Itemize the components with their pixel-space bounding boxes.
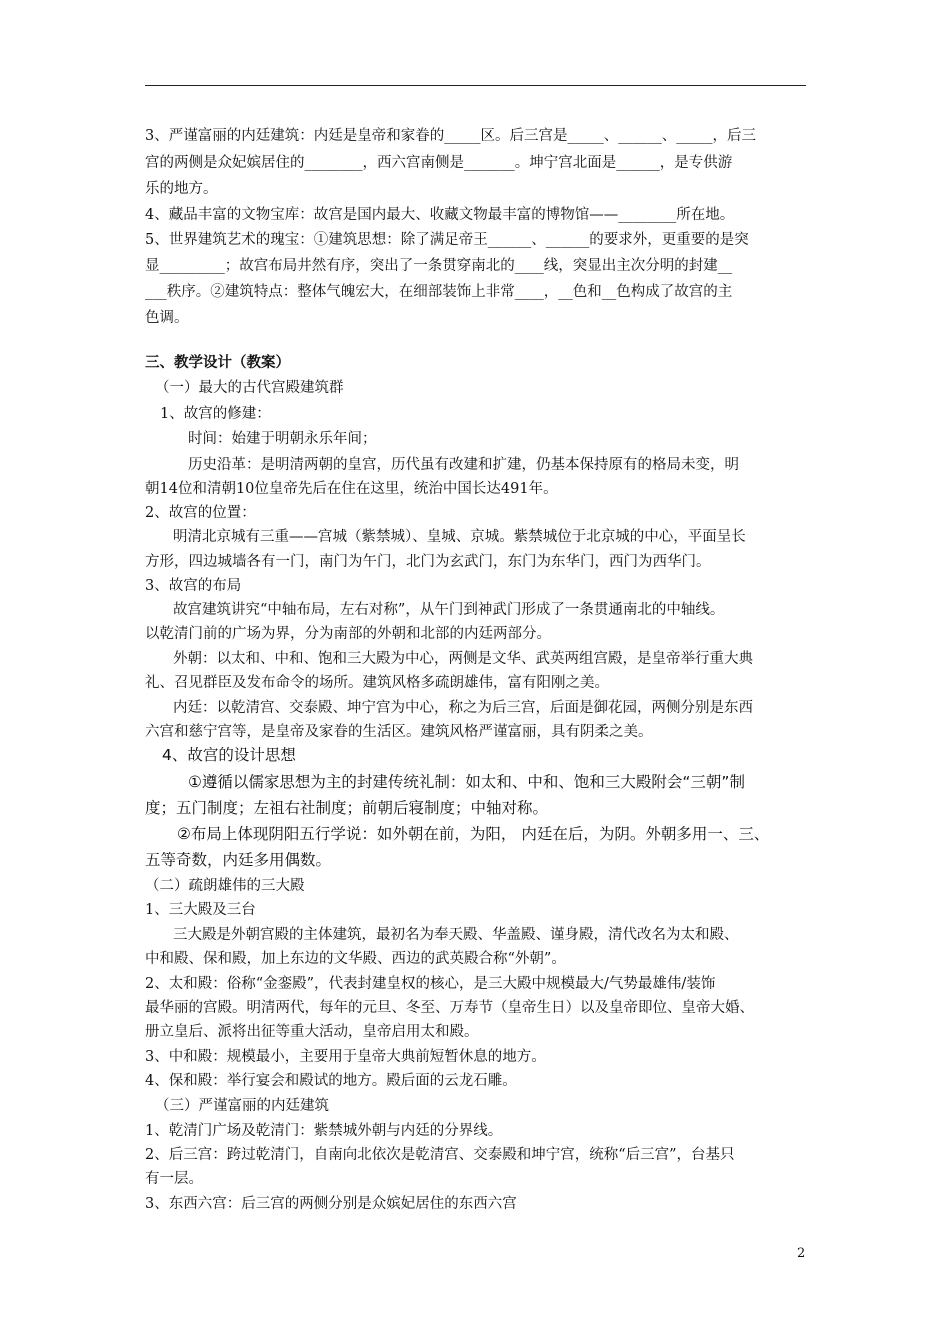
text-line: 册立皇后、派将出征等重大活动，皇帝启用太和殿。 xyxy=(145,1024,479,1040)
text-line: 度；五门制度；左祖右社制度；前朝后寝制度；中轴对称。 xyxy=(145,799,549,817)
subsection-heading: （一）最大的古代宫殿建筑群 xyxy=(155,380,344,396)
text-line: 三大殿是外朝宫殿的主体建筑，最初名为奉天殿、华盖殿、谨身殿，清代改名为太和殿、 xyxy=(173,927,739,943)
text-line: 时间：始建于明朝永乐年间； xyxy=(188,431,377,447)
text-line: 3、东西六宫：后三宫的两侧分别是众嫔妃居住的东西六宫 xyxy=(145,1196,517,1212)
header-rule xyxy=(145,85,806,86)
text-line: 3、中和殿：规模最小，主要用于皇帝大典前短暂休息的地方。 xyxy=(145,1049,546,1065)
text-line: 内廷：以乾清宫、交泰殿、坤宁宫为中心，称之为后三宫，后面是御花园，两侧分别是东西 xyxy=(173,700,753,716)
subsection-heading: 4、故宫的设计思想 xyxy=(162,746,296,764)
text-line: 2、后三宫：跨过乾清门，自南向北依次是乾清宫、交泰殿和坤宁宫，统称“后三宫”，台基只 xyxy=(145,1147,735,1163)
page-number: 2 xyxy=(797,1246,806,1261)
text-line: 色调。 xyxy=(145,310,189,326)
subsection-heading: （二）疏朗雄伟的三大殿 xyxy=(145,878,305,894)
text-line: 六宫和慈宁宫等，是皇帝及家眷的生活区。建筑风格严谨富丽，具有阴柔之美。 xyxy=(145,724,653,740)
text-line: ___秩序。②建筑特点：整体气魄宏大，在细部装饰上非常____，__色和__色构成了故宫的主 xyxy=(145,284,733,300)
text-line: 以乾清门前的广场为界，分为南部的外朝和北部的内廷两部分。 xyxy=(145,626,551,642)
text-line: 明清北京城有三重——宫城（紫禁城）、皇城、京城。紫禁城位于北京城的中心，平面呈长 xyxy=(173,529,746,545)
text-line: ①遵循以儒家思想为主的封建传统礼制：如太和、中和、饱和三大殿附会“三朝”制 xyxy=(188,773,745,791)
section-heading: 三、教学设计（教案） xyxy=(145,354,290,371)
text-line: 4、藏品丰富的文物宝库：故宫是国内最大、收藏文物最丰富的博物馆——________所在地。 xyxy=(145,207,735,223)
text-line: 礼、召见群臣及发布命令的场所。建筑风格多疏朗雄伟，富有阳刚之美。 xyxy=(145,675,609,691)
text-line: 1、故宫的修建： xyxy=(160,406,271,422)
text-line: 历史沿革：是明清两朝的皇宫，历代虽有改建和扩建，仍基本保持原有的格局未变，明 xyxy=(188,457,739,473)
text-line: 方形，四边城墙各有一门，南门为午门，北门为玄武门，东门为东华门，西门为西华门。 xyxy=(145,554,711,570)
text-line: ②布局上体现阴阳五行学说：如外朝在前，为阳， 内廷在后，为阴。外朝多用一、三、 xyxy=(177,825,770,843)
text-line: 五等奇数，内廷多用偶数。 xyxy=(145,851,332,869)
text-line: 外朝：以太和、中和、饱和三大殿为中心，两侧是文华、武英两组宫殿，是皇帝举行重大典 xyxy=(173,651,753,667)
text-line: 显_________；故宫布局井然有序，突出了一条贯穿南北的____线，突显出主次分明的封建__ xyxy=(145,258,733,274)
text-line: 朝14位和清朝10位皇帝先后在住在这里，统治中国长达491年。 xyxy=(145,481,558,497)
text-line: 最华丽的宫殿。明清两代，每年的元旦、冬至、万寿节（皇帝生日）以及皇帝即位、皇帝大婚、 xyxy=(145,1000,754,1016)
text-line: 4、保和殿：举行宴会和殿试的地方。殿后面的云龙石雕。 xyxy=(145,1073,517,1089)
subsection-heading: （三）严谨富丽的内廷建筑 xyxy=(155,1098,329,1114)
text-line: 宫的两侧是众妃嫔居住的________，西六宫南侧是_______。坤宁宫北面是______，是专供游 xyxy=(145,155,733,171)
text-line: 1、乾清门广场及乾清门：紫禁城外朝与内廷的分界线。 xyxy=(145,1123,503,1139)
text-line: 5、世界建筑艺术的瑰宝：①建筑思想：除了满足帝王______、______的要求外，更重要的是突 xyxy=(145,232,749,248)
text-line: 有一层。 xyxy=(145,1171,203,1187)
text-line: 2、故宫的位置： xyxy=(145,505,256,521)
text-line: 2、太和殿：俗称“金銮殿”，代表封建皇权的核心，是三大殿中规模最大/气势最雄伟/装饰 xyxy=(145,976,716,992)
text-line: 中和殿、保和殿，加上东边的文华殿、西边的武英殿合称“外朝”。 xyxy=(145,951,566,967)
text-line: 3、故宫的布局 xyxy=(145,578,242,594)
text-line: 故宫建筑讲究“中轴布局，左右对称”，从午门到神武门形成了一条贯通南北的中轴线。 xyxy=(173,602,725,618)
text-line: 3、严谨富丽的内廷建筑：内廷是皇帝和家眷的_____区。后三宫是_____、______、_____，后三 xyxy=(145,128,756,144)
text-line: 1、三大殿及三台 xyxy=(145,902,256,918)
text-line: 乐的地方。 xyxy=(145,181,218,197)
